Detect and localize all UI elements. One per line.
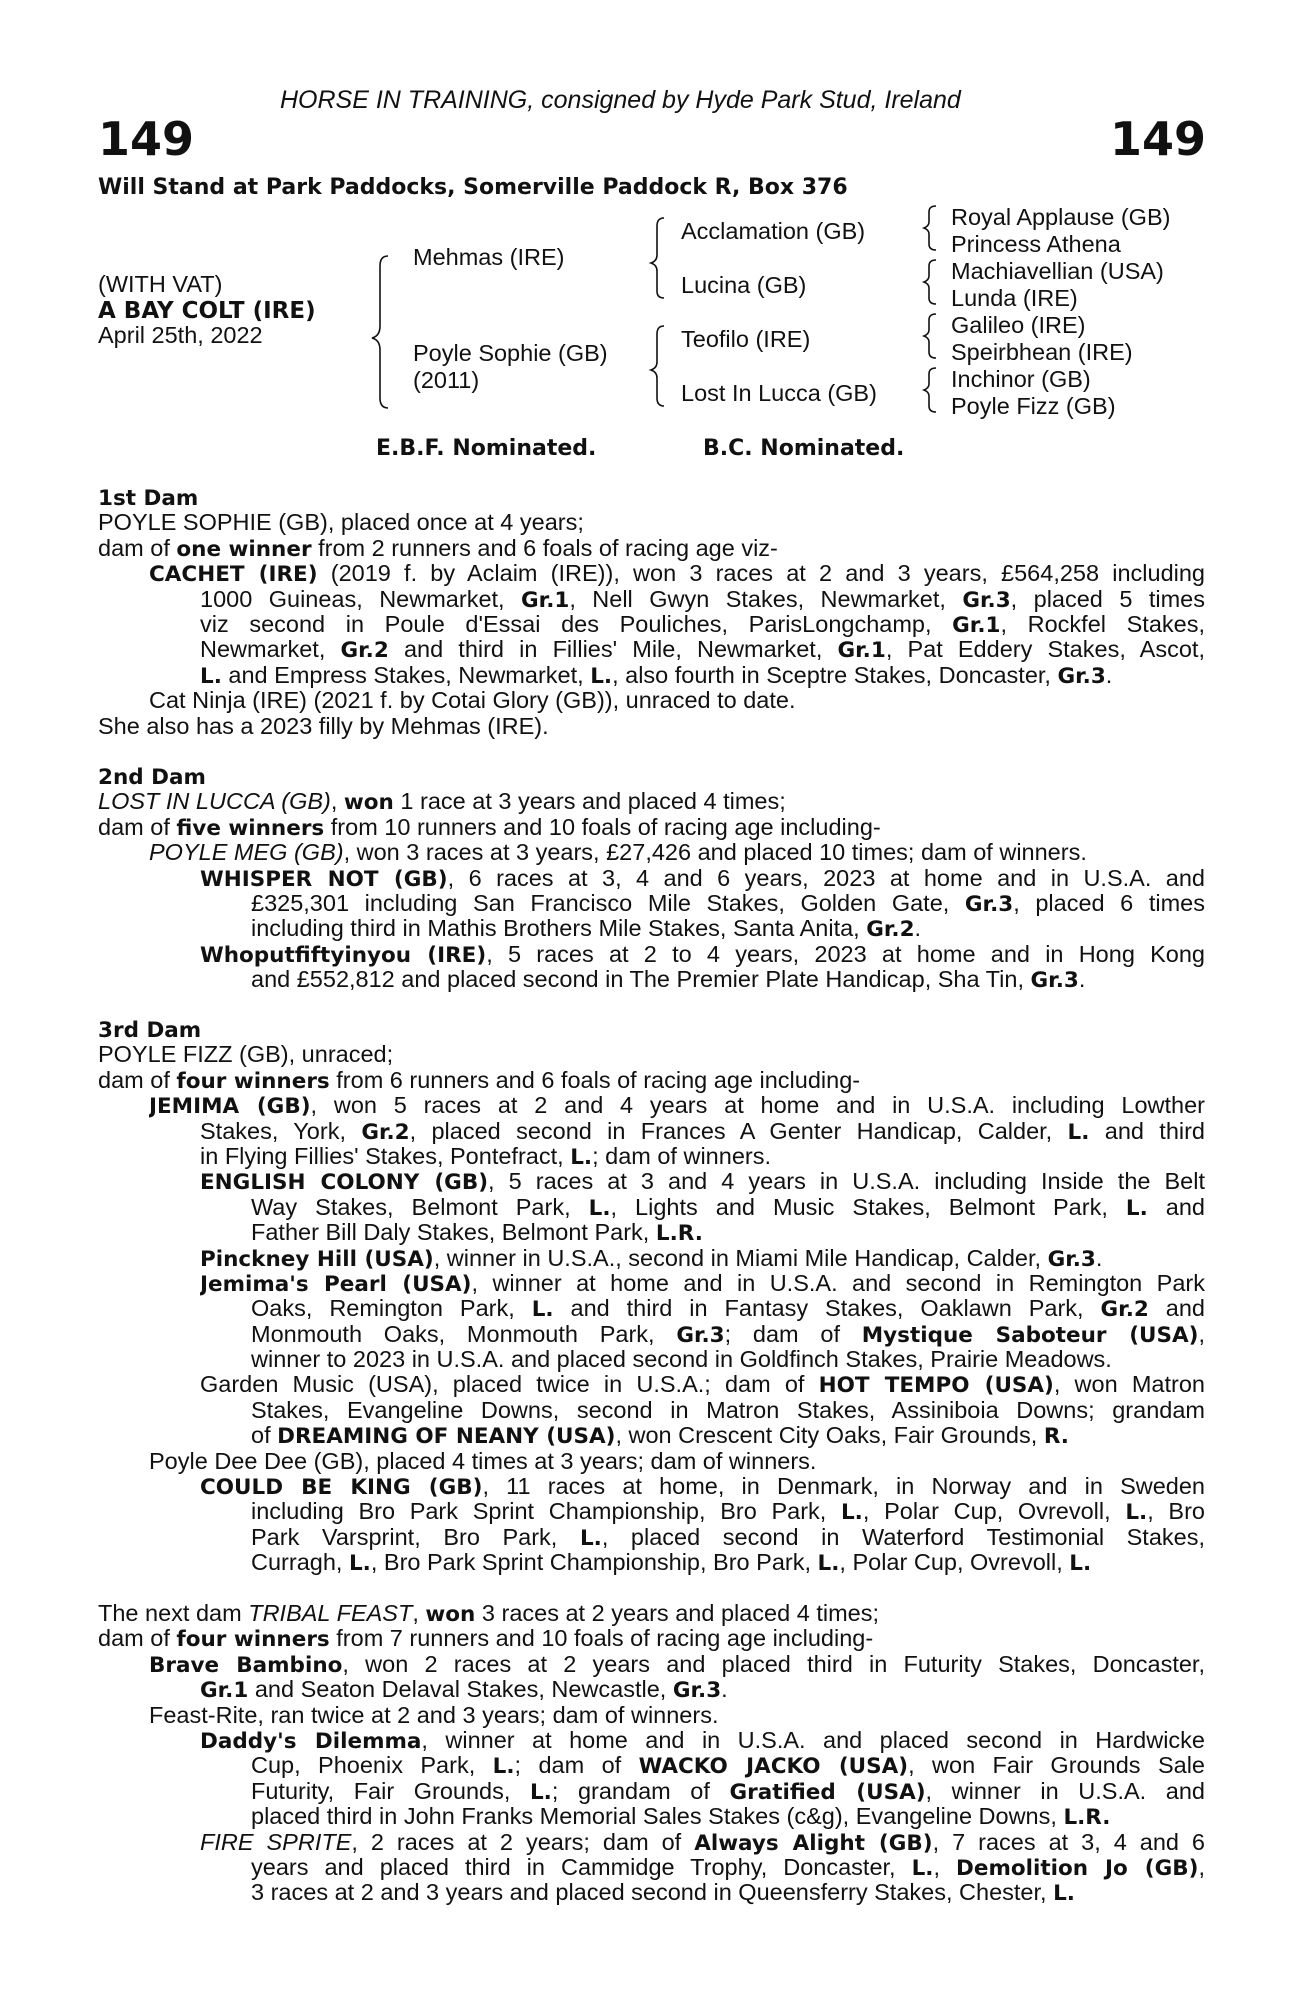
ebf-nomination: E.B.F. Nominated. bbox=[376, 436, 597, 461]
progeny-daddys-dilemma: Daddy's Dilemma, winner at home and in U.S.A. and placed second in Hardwicke Cup, Phoenix Park, L.; dam of WACKO JACKO (USA), won Fair Grounds Sale Futurity, Fair Grounds, L.; grandam of Gratified (USA), winner in U.S.A. and placed third in John Franks Memorial Sales Stakes (c&g), Evangeline Downs, L.R. bbox=[200, 1727, 1205, 1831]
progeny-cat-ninja: Cat Ninja (IRE) (2021 f. by Cotai Glory (GB)), unraced to date. bbox=[149, 687, 796, 714]
progeny-whisper-not: WHISPER NOT (GB), 6 races at 3, 4 and 6 years, 2023 at home and in U.S.A. and £325,301 including San Francisco Mile Stakes, Golden Gate, Gr.3, placed 6 times including third in Mathis Brothers Mile Stakes, Santa Anita, Gr.2. bbox=[200, 865, 1205, 943]
vat-note: (WITH VAT) bbox=[98, 271, 223, 297]
progeny-jemimas-pearl: Jemima's Pearl (USA), winner at home and in U.S.A. and second in Remington Park Oaks, Remington Park, L. and third in Fantasy Stakes, Oaklawn Park, Gr.2 and Monmouth Oaks, Monmouth Park, Gr.3; dam of Mystique Saboteur (USA), winner to 2023 in U.S.A. and placed second in Goldfinch Stakes, Prairie Meadows. bbox=[200, 1270, 1205, 1373]
progeny-jemima: JEMIMA (GB), won 5 races at 2 and 4 years at home and in U.S.A. including Lowther Stakes, York, Gr.2, placed second in Frances A Genter Handicap, Calder, L. and third in Flying Fillies' Stakes, Pontefract, L.; dam of winners. bbox=[149, 1093, 1205, 1170]
third-dam-heading: 3rd Dam bbox=[98, 1018, 202, 1043]
progeny-garden-music: Garden Music (USA), placed twice in U.S.A.; dam of HOT TEMPO (USA), won Matron Stakes, Evangeline Downs, second in Matron Stakes, Assiniboia Downs; grandam of DREAMING OF NEANY (USA), won Crescent City Oaks, Fair Grounds, R. bbox=[200, 1372, 1205, 1450]
pedigree-dam: Poyle Sophie (GB) bbox=[413, 340, 608, 366]
next-dam-name: The next dam TRIBAL FEAST, won 3 races at 2 years and placed 4 times; bbox=[98, 1600, 879, 1627]
foaling-date: April 25th, 2022 bbox=[98, 322, 263, 348]
pedigree-g2: Princess Athena bbox=[951, 231, 1121, 257]
pedigree-sire: Mehmas (IRE) bbox=[413, 244, 565, 270]
first-dam-produce: dam of one winner from 2 runners and 6 foals of racing age viz- bbox=[98, 534, 778, 562]
pedigree-g7: Inchinor (GB) bbox=[951, 366, 1091, 392]
pedigree-sire-sire: Acclamation (GB) bbox=[681, 218, 866, 244]
pedigree-g1: Royal Applause (GB) bbox=[951, 204, 1171, 230]
second-dam-produce: dam of five winners from 10 runners and 10 foals of racing age including- bbox=[98, 813, 881, 841]
first-dam-filly-note: She also has a 2023 filly by Mehmas (IRE). bbox=[98, 712, 549, 739]
pedigree-g6: Speirbhean (IRE) bbox=[951, 339, 1133, 365]
progeny-whoputfiftyinyou: Whoputfiftyinyou (IRE), 5 races at 2 to 4 years, 2023 at home and in Hong Kong and £552,812 and placed second in The Premier Plate Handicap, Sha Tin, Gr.3. bbox=[200, 941, 1205, 994]
pedigree-g8: Poyle Fizz (GB) bbox=[951, 393, 1116, 419]
third-dam-produce: dam of four winners from 6 runners and 6 foals of racing age including- bbox=[98, 1066, 861, 1094]
second-dam-name: LOST IN LUCCA (GB), won 1 race at 3 years and placed 4 times; bbox=[98, 788, 786, 816]
horse-name: A BAY COLT (IRE) bbox=[98, 298, 316, 324]
catalogue-subtitle: HORSE IN TRAINING, consigned by Hyde Park Stud, Ireland bbox=[280, 86, 961, 114]
pedigree-g3: Machiavellian (USA) bbox=[951, 258, 1164, 284]
pedigree-dam-year: (2011) bbox=[413, 367, 480, 393]
progeny-poyle-dee-dee: Poyle Dee Dee (GB), placed 4 times at 3 years; dam of winners. bbox=[149, 1447, 817, 1474]
next-dam-section bbox=[98, 1601, 1205, 1906]
pedigree-dam-sire: Teofilo (IRE) bbox=[681, 326, 811, 352]
pedigree-dam-dam: Lost In Lucca (GB) bbox=[681, 380, 877, 406]
pedigree-g4: Lunda (IRE) bbox=[951, 285, 1078, 311]
second-dam-section bbox=[98, 764, 1205, 993]
progeny-english-colony: ENGLISH COLONY (GB), 5 races at 3 and 4 years in U.S.A. including Inside the Belt Way Stakes, Belmont Park, L., Lights and Music Stakes, Belmont Park, L. and Father Bill Daly Stakes, Belmont Park, L.R. bbox=[200, 1169, 1205, 1247]
next-dam-produce: dam of four winners from 7 runners and 10 foals of racing age including- bbox=[98, 1625, 874, 1653]
lot-number-left: 149 bbox=[98, 112, 195, 166]
progeny-poyle-meg: POYLE MEG (GB), won 3 races at 3 years, £27,426 and placed 10 times; dam of winners. bbox=[149, 839, 1087, 866]
first-dam-heading: 1st Dam bbox=[98, 486, 199, 511]
third-dam-section bbox=[98, 1017, 1205, 1576]
progeny-brave-bambino: Brave Bambino, won 2 races at 2 years and placed third in Futurity Stakes, Doncaster, Gr.1 and Seaton Delaval Stakes, Newcastle, Gr.3. bbox=[149, 1651, 1205, 1704]
progeny-fire-sprite: FIRE SPRITE, 2 races at 2 years; dam of Always Alight (GB), 7 races at 3, 4 and 6 years and placed third in Cammidge Trophy, Doncaster, L., Demolition Jo (GB), 3 races at 2 and 3 years and placed second in Queensferry Stakes, Chester, L. bbox=[200, 1829, 1205, 1907]
second-dam-heading: 2nd Dam bbox=[98, 765, 206, 790]
pedigree-sire-dam: Lucina (GB) bbox=[681, 272, 807, 298]
stand-location: Will Stand at Park Paddocks, Somerville Paddock R, Box 376 bbox=[98, 175, 848, 200]
lot-number-right: 149 bbox=[1109, 112, 1206, 166]
progeny-cachet: CACHET (IRE) (2019 f. by Aclaim (IRE)), won 3 races at 2 and 3 years, £564,258 including 1000 Guineas, Newmarket, Gr.1, Nell Gwyn Stakes, Newmarket, Gr.3, placed 5 times viz second in Poule d'Essai des Pouliches, ParisLongchamp, Gr.1, Rockfel Stakes, Newmarket, Gr.2 and third in Fillies' Mile, Newmarket, Gr.1, Pat Eddery Stakes, Ascot, L. and Empress Stakes, Newmarket, L., also fourth in Sceptre Stakes, Doncaster, Gr.3. Cat Ninja (IRE) (2021 f. by Cotai Glory (GB)), unraced to date. bbox=[149, 561, 1205, 714]
progeny-could-be-king: COULD BE KING (GB), 11 races at home, in Denmark, in Norway and in Sweden including Bro Park Sprint Championship, Bro Park, L., Polar Cup, Ovrevoll, L., Bro Park Varsprint, Bro Park, L., placed second in Waterford Testimonial Stakes, Curragh, L., Bro Park Sprint Championship, Bro Park, L., Polar Cup, Ovrevoll, L. bbox=[200, 1474, 1205, 1577]
bc-nomination: B.C. Nominated. bbox=[703, 436, 905, 461]
first-dam-name: POYLE SOPHIE (GB), placed once at 4 years; bbox=[98, 509, 584, 536]
progeny-feast-rite: Feast-Rite, ran twice at 2 and 3 years; dam of winners. bbox=[149, 1701, 719, 1728]
pedigree-g5: Galileo (IRE) bbox=[951, 312, 1086, 338]
first-dam-section bbox=[98, 485, 1205, 739]
third-dam-name: POYLE FIZZ (GB), unraced; bbox=[98, 1041, 394, 1068]
progeny-pinckney-hill: Pinckney Hill (USA), winner in U.S.A., second in Miami Mile Handicap, Calder, Gr.3. bbox=[200, 1244, 1103, 1272]
